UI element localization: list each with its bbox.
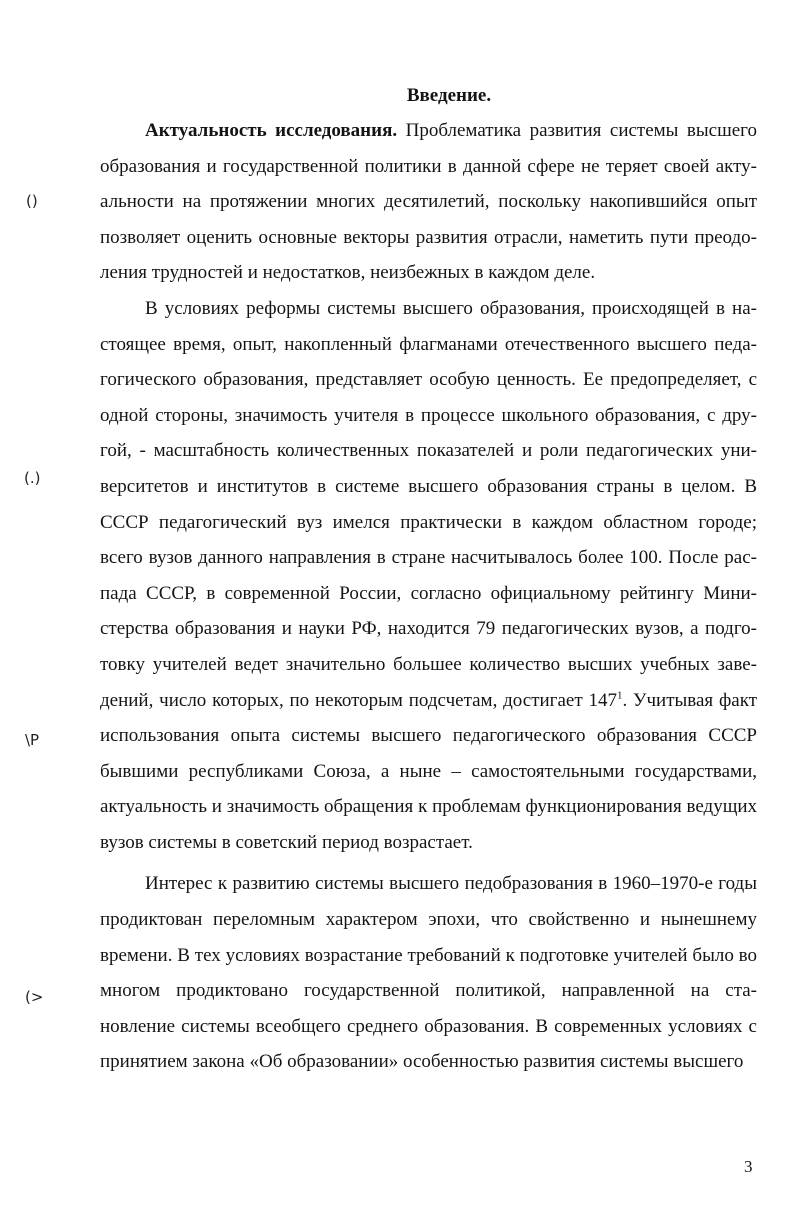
margin-mark: \P bbox=[25, 731, 40, 749]
paragraph-text: Проблематика развития системы высшего образования и государственной политики в данной сфере не теряет своей актуальности на протяжении многих десятилетий, поскольку накопившийся опыт позволяет оценить основные векторы развития отрасли, наметить пути преодоления трудностей и недостатков, неизбежных в каждом деле. bbox=[100, 120, 757, 284]
paragraph-relevance bbox=[100, 113, 757, 291]
paragraph-reform bbox=[100, 291, 757, 861]
paragraph-text-continued: . Учитывая факт использования опыта системы высшего педагогического образования СССР бывшими республиками Союза, а ныне – самостоятельными государствами, актуальность и значимость обращения к проблемам функционирования ведущих вузов системы в советский период возрастает. bbox=[100, 689, 758, 853]
paragraph-text: Интерес к развитию системы высшего педобразования в 1960–1970-е годы продиктован переломным характером эпохи, что свойственно и нынешнему времени. В тех условиях возрастание требований к подготовке учителей было во многом продиктовано государственной политикой, направленной на становление системы всеобщего среднего образования. В современных условиях с принятием закона «Об образовании» особенностью развития системы высшего bbox=[100, 873, 757, 1073]
paragraph-lead: Актуальность исследования. bbox=[145, 120, 398, 141]
page-number: 3 bbox=[744, 1157, 753, 1176]
body-text bbox=[100, 113, 757, 1080]
margin-mark: () bbox=[26, 192, 38, 210]
footnote-marker: 1 bbox=[616, 689, 623, 702]
margin-mark: (.) bbox=[24, 469, 41, 487]
margin-mark: (> bbox=[25, 988, 44, 1006]
section-heading: Введение. bbox=[406, 85, 492, 106]
paragraph-interest bbox=[100, 866, 757, 1080]
paragraph-text: В условиях реформы системы высшего образования, происходящей в настоящее время, опыт, накопленный флагманами отечественного высшего педагогического образования, представляет особую ценность. Ее предопределяет, с одной стороны, значимость учителя в процессе школьного образования, с другой, - масштабность количественных показателей и роли педагогических университетов и институтов в системе высшего образования страны в целом. В СССР педагогический вуз имелся практически в каждом областном городе; всего вузов данного направления в стране насчитывалось более 100. После распада СССР, в современной России, согласно официальному рейтингу Министерства образования и науки РФ, находится 79 педагогических вузов, а подготовку учителей ведет значительно большее количество высших учебных заведений, число которых, по некоторым подсчетам, достигает 147 bbox=[100, 297, 757, 711]
